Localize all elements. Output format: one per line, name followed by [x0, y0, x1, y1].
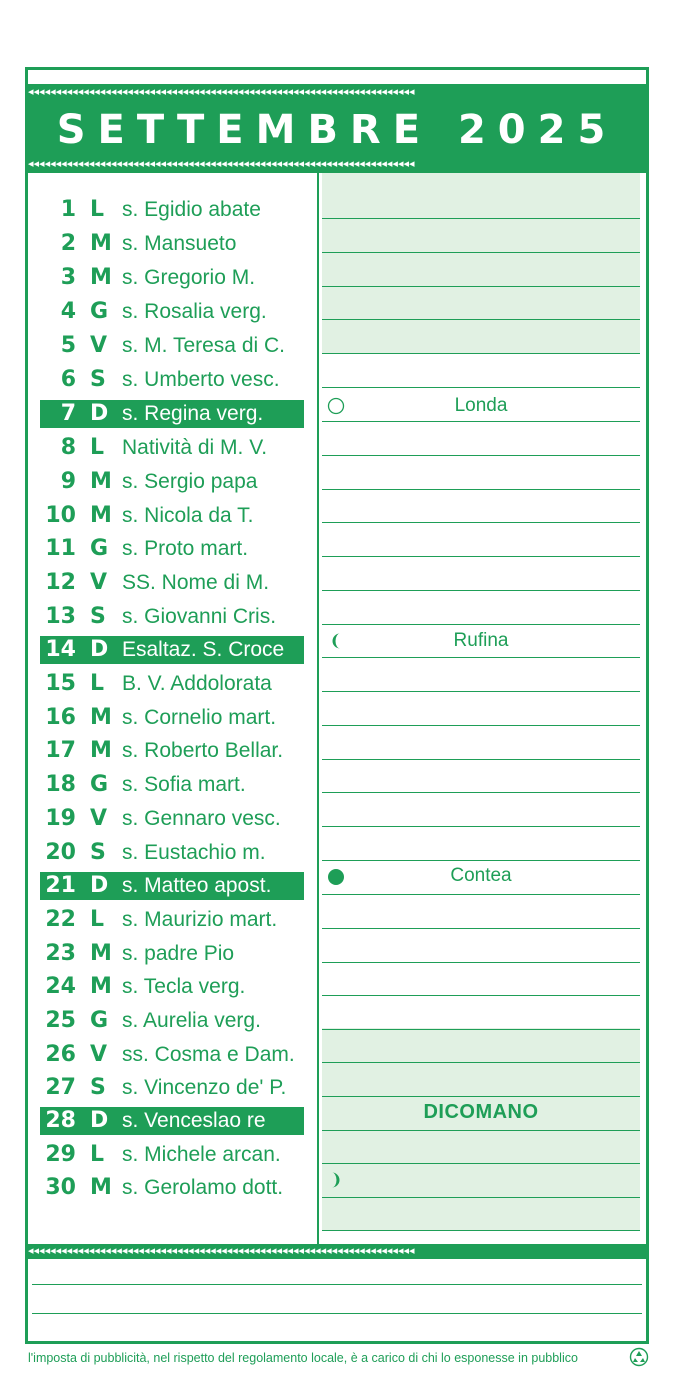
note-contea: Contea	[450, 865, 512, 886]
column-divider	[317, 172, 319, 1244]
day-row: 15 L B. V. Addolorata	[45, 671, 272, 696]
note-line	[322, 894, 640, 895]
last-quarter-moon-icon	[327, 1171, 345, 1189]
month-title: SETTEMBRE 2025	[56, 107, 618, 153]
note-rufina: Rufina	[453, 630, 509, 651]
day-row: 17 M s. Roberto Bellar.	[45, 738, 284, 763]
day-row-sunday: 7 D s. Regina verg.	[40, 400, 304, 428]
note-line	[322, 590, 640, 591]
note-line	[322, 691, 640, 692]
day-row: 13 S s. Giovanni Cris.	[45, 604, 277, 629]
note-line	[322, 353, 640, 354]
day-row: 11 G s. Proto mart.	[45, 536, 249, 561]
note-line	[322, 522, 640, 523]
note-line	[322, 624, 640, 625]
note-line	[322, 218, 640, 219]
day-row: 12 V SS. Nome di M.	[45, 570, 270, 595]
day-row-sunday: 14 D Esaltaz. S. Croce	[40, 636, 304, 664]
footer-note-line	[32, 1284, 642, 1285]
ornament-border-footer: ◂◂◂◂◂◂◂◂◂◂◂◂◂◂◂◂◂◂◂◂◂◂◂◂◂◂◂◂◂◂◂◂◂◂◂◂◂◂◂◂◂◂◂◂◂◂◂◂◂◂◂◂◂◂◂◂◂◂◂◂◂◂◂◂◂◂◂◂◂◂	[28, 1244, 415, 1257]
note-line	[322, 252, 640, 253]
day-row: 8 L Natività di M. V.	[60, 435, 268, 460]
note-line	[322, 489, 640, 490]
note-line	[322, 1062, 640, 1063]
day-row: 4 G s. Rosalia verg.	[60, 299, 267, 324]
ornament-border-top: ◂◂◂◂◂◂◂◂◂◂◂◂◂◂◂◂◂◂◂◂◂◂◂◂◂◂◂◂◂◂◂◂◂◂◂◂◂◂◂◂◂◂◂◂◂◂◂◂◂◂◂◂◂◂◂◂◂◂◂◂◂◂◂◂◂◂◂◂◂◂	[28, 85, 415, 98]
note-line	[322, 826, 640, 827]
note-line	[322, 1130, 640, 1131]
note-line	[322, 759, 640, 760]
legal-note: l'imposta di pubblicità, nel rispetto del regolamento locale, è a carico di chi lo esponesse in pubblico	[28, 1351, 578, 1365]
shaded-region-top	[322, 173, 640, 353]
note-line	[322, 1029, 640, 1030]
note-line	[322, 1163, 640, 1164]
note-line	[322, 556, 640, 557]
footer-note-line	[32, 1313, 642, 1314]
bottom-ornament-band	[28, 1244, 646, 1259]
header-band	[28, 84, 646, 173]
day-row: 27 S s. Vincenzo de' P.	[45, 1075, 287, 1100]
day-row: 30 M s. Gerolamo dott.	[45, 1175, 284, 1200]
note-line	[322, 319, 640, 320]
day-row: 24 M s. Tecla verg.	[45, 974, 246, 999]
note-line	[322, 1096, 640, 1097]
day-row: 2 M s. Mansueto	[60, 231, 237, 256]
day-row: 25 G s. Aurelia verg.	[45, 1008, 261, 1033]
day-row: 5 V s. M. Teresa di C.	[60, 333, 285, 358]
ornament-border-bottom: ◂◂◂◂◂◂◂◂◂◂◂◂◂◂◂◂◂◂◂◂◂◂◂◂◂◂◂◂◂◂◂◂◂◂◂◂◂◂◂◂◂◂◂◂◂◂◂◂◂◂◂◂◂◂◂◂◂◂◂◂◂◂◂◂◂◂◂◂◂◂	[28, 157, 415, 170]
day-row: 19 V s. Gennaro vesc.	[45, 806, 281, 831]
day-row: 18 G s. Sofia mart.	[45, 772, 246, 797]
day-row: 1 L s. Egidio abate	[60, 197, 261, 222]
note-line	[322, 1197, 640, 1198]
note-line	[322, 995, 640, 996]
note-line	[322, 657, 640, 658]
day-row-sunday: 21 D s. Matteo apost.	[40, 872, 304, 900]
note-londa: Londa	[454, 395, 508, 416]
recycle-logo-icon	[629, 1347, 649, 1367]
day-row: 22 L s. Maurizio mart.	[45, 907, 278, 932]
shaded-region-bottom	[322, 1028, 640, 1230]
note-line	[322, 286, 640, 287]
note-line	[322, 792, 640, 793]
day-row: 6 S s. Umberto vesc.	[60, 367, 280, 392]
day-row: 10 M s. Nicola da T.	[45, 503, 254, 528]
day-row: 29 L s. Michele arcan.	[45, 1142, 281, 1167]
note-line	[322, 1230, 640, 1231]
note-line	[322, 860, 640, 861]
day-row: 3 M s. Gregorio M.	[60, 265, 256, 290]
note-dicomano: DICOMANO	[423, 1101, 539, 1123]
day-row: 23 M s. padre Pio	[45, 941, 235, 966]
day-row: 9 M s. Sergio papa	[60, 469, 258, 494]
note-line	[322, 725, 640, 726]
note-line	[322, 421, 640, 422]
day-row-sunday: 28 D s. Venceslao re	[40, 1107, 304, 1135]
day-row: 16 M s. Cornelio mart.	[45, 705, 277, 730]
note-line	[322, 928, 640, 929]
note-line	[322, 455, 640, 456]
note-line	[322, 962, 640, 963]
day-row: 26 V ss. Cosma e Dam.	[45, 1042, 295, 1067]
day-row: 20 S s. Eustachio m.	[45, 840, 266, 865]
note-line	[322, 387, 640, 388]
